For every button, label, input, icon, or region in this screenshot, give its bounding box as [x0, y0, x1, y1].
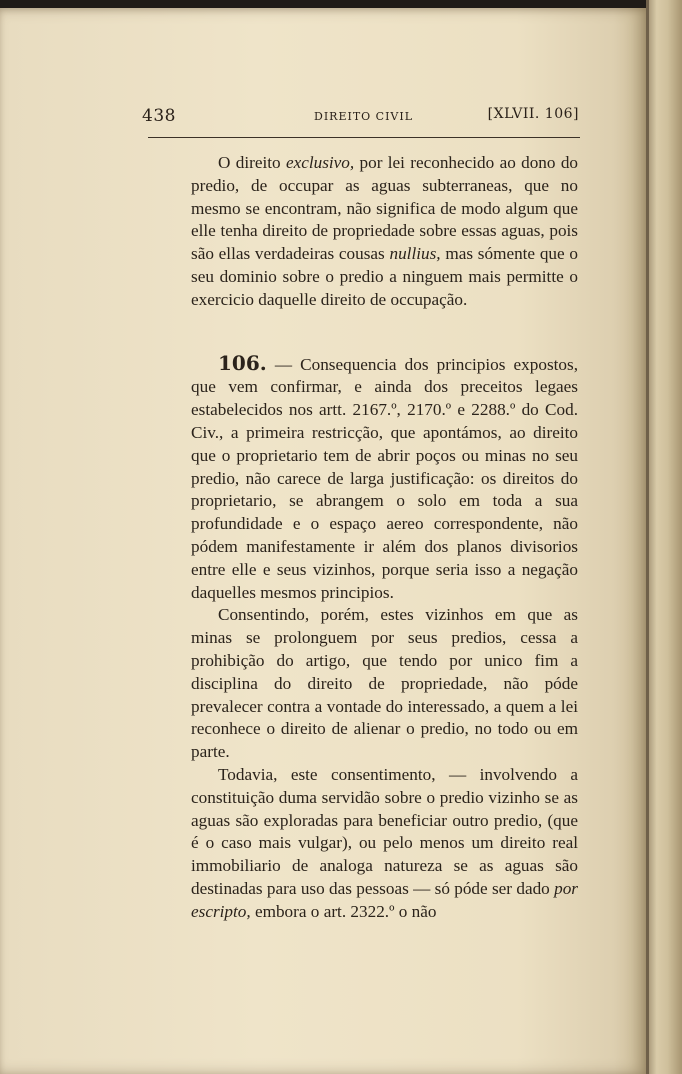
- page-gutter-line: [646, 0, 649, 1074]
- section-reference: [XLVII. 106]: [487, 106, 579, 122]
- header-rule: [148, 137, 580, 138]
- adjacent-page-edge: [646, 0, 682, 1074]
- paragraph-section-106: [191, 352, 578, 605]
- text-run: embora o art. 2322.º o não: [250, 901, 437, 921]
- paragraph-occupation: [191, 152, 578, 312]
- running-title: DIREITO CIVIL: [314, 110, 414, 123]
- italic-term: exclusivo,: [285, 153, 355, 172]
- running-header: [142, 106, 579, 130]
- italic-term: por escripto,: [191, 878, 578, 921]
- text-run: Todavia, este consentimento, — involvendo a constituição duma servidão sobre o predio vizinho se as aguas são exploradas para beneficiar outro predio, (que é o caso mais vulgar), ou pelo menos um direito real immobiliario de analoga natureza se as aguas são destinadas para uso das pessoas — só póde ser dado: [191, 764, 578, 898]
- text-run: por lei reconhecido ao dono do predio, de occupar as aguas subterraneas, que no mesmo se encontram, não significa de modo algum que elle tenha direito de propriedade sobre essas aguas, pois são ellas verdadeiras cousas: [191, 153, 579, 264]
- paragraph-consent: Consentindo, porém, estes vizinhos em que as minas se prolonguem por seus predios, cessa a prohibição do artigo, que tendo por unico fim a disciplina do direito de propriedade, não póde prevalecer contra a vontade do interessado, a quem a lei reconhece o direito de alienar o predio, no todo ou em parte.: [191, 605, 578, 762]
- section-number: 106.: [218, 350, 267, 375]
- text-run: mas sómente que o seu dominio sobre o predio a ninguem mais permitte o exercicio daquelle direito de occupação.: [191, 244, 578, 309]
- page-number: 438: [142, 106, 176, 126]
- body-text: [191, 152, 578, 924]
- italic-term: nullius,: [389, 244, 441, 264]
- text-run: O direito: [218, 153, 286, 172]
- text-run: — Consequencia dos principios expostos, que vem confirmar, e ainda dos preceitos legaes estabelecidos nos artt. 2167.º, 2170.º e 2288.º do Cod. Civ., a primeira restricção, que apontámos, ao direito que o proprietario tem de abrir poços ou minas no seu predio, não carece de larga justificação: os direitos do proprietario, se abrangem o solo em toda a sua profundidade e o espaço aereo correspondente, não pódem manifestamente ir além dos planos divisorios entre elle e seus vizinhos, porque seria isso a negação daquelles mesmos principios.: [191, 354, 578, 602]
- paragraph-servitude: [191, 764, 578, 924]
